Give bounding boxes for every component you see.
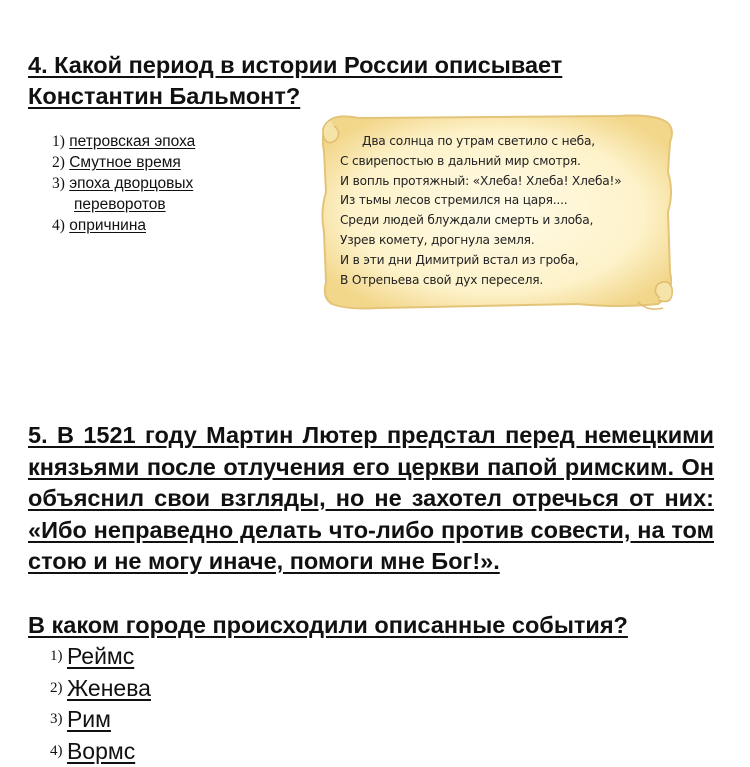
option-number: 2) xyxy=(50,680,63,696)
question-5-options xyxy=(50,641,151,767)
poem-scroll xyxy=(318,112,678,312)
poem-line: С свирепостью в дальний мир смотря. xyxy=(340,152,670,172)
question-5-text: 5. В 1521 году Мартин Лютер предстал перед немецкими князьями после отлучения его церкви папой римским. Он объяснил свои взгляды, но не захотел отречься от них: «Ибо неправедно делать что-либо против совести, на том стою и не могу иначе, помоги мне Бог!». xyxy=(28,420,714,578)
answer-option-4[interactable] xyxy=(52,215,195,236)
question-4-title-line-2: Константин Бальмонт? xyxy=(28,83,300,109)
option-number: 2) xyxy=(52,154,65,171)
poem-line: И в эти дни Димитрий встал из гроба, xyxy=(340,251,670,271)
poem-line: Из тьмы лесов стремился на царя.... xyxy=(340,191,670,211)
poem-line: Среди людей блуждали смерть и злоба, xyxy=(340,211,670,231)
option-text-continued: переворотов xyxy=(74,196,166,213)
option-text: Реймс xyxy=(67,643,134,669)
answer-option-3[interactable] xyxy=(52,173,195,215)
option-text: Женева xyxy=(67,675,151,701)
option-text: Рим xyxy=(67,706,111,732)
option-number: 4) xyxy=(52,217,65,234)
question-4-title xyxy=(28,50,728,112)
option-text: эпоха дворцовых xyxy=(69,175,193,192)
answer-option-2[interactable] xyxy=(50,673,151,705)
option-number: 4) xyxy=(50,743,63,759)
answer-option-1[interactable] xyxy=(52,131,195,152)
poem-text xyxy=(340,132,670,290)
poem-line: В Отрепьева свой дух переселя. xyxy=(340,271,670,291)
answer-option-3[interactable] xyxy=(50,704,151,736)
option-number: 3) xyxy=(52,175,65,192)
poem-line: Два солнца по утрам светило с неба, xyxy=(340,132,670,152)
option-number: 1) xyxy=(50,648,63,664)
poem-line: И вопль протяжный: «Хлеба! Хлеба! Хлеба!» xyxy=(340,172,670,192)
question-5-ask: В каком городе происходили описанные события? xyxy=(28,610,728,641)
option-number: 3) xyxy=(50,711,63,727)
option-text: Вормс xyxy=(67,738,135,764)
answer-option-1[interactable] xyxy=(50,641,151,673)
option-number: 1) xyxy=(52,133,65,150)
answer-option-4[interactable] xyxy=(50,736,151,767)
poem-line: Узрев комету, дрогнула земля. xyxy=(340,231,670,251)
option-text: опричнина xyxy=(69,217,146,234)
question-4-title-line-1: 4. Какой период в истории России описывает xyxy=(28,52,562,78)
option-text: петровская эпоха xyxy=(69,133,195,150)
option-text: Смутное время xyxy=(69,154,181,171)
question-4-options xyxy=(52,131,195,236)
answer-option-2[interactable] xyxy=(52,152,195,173)
